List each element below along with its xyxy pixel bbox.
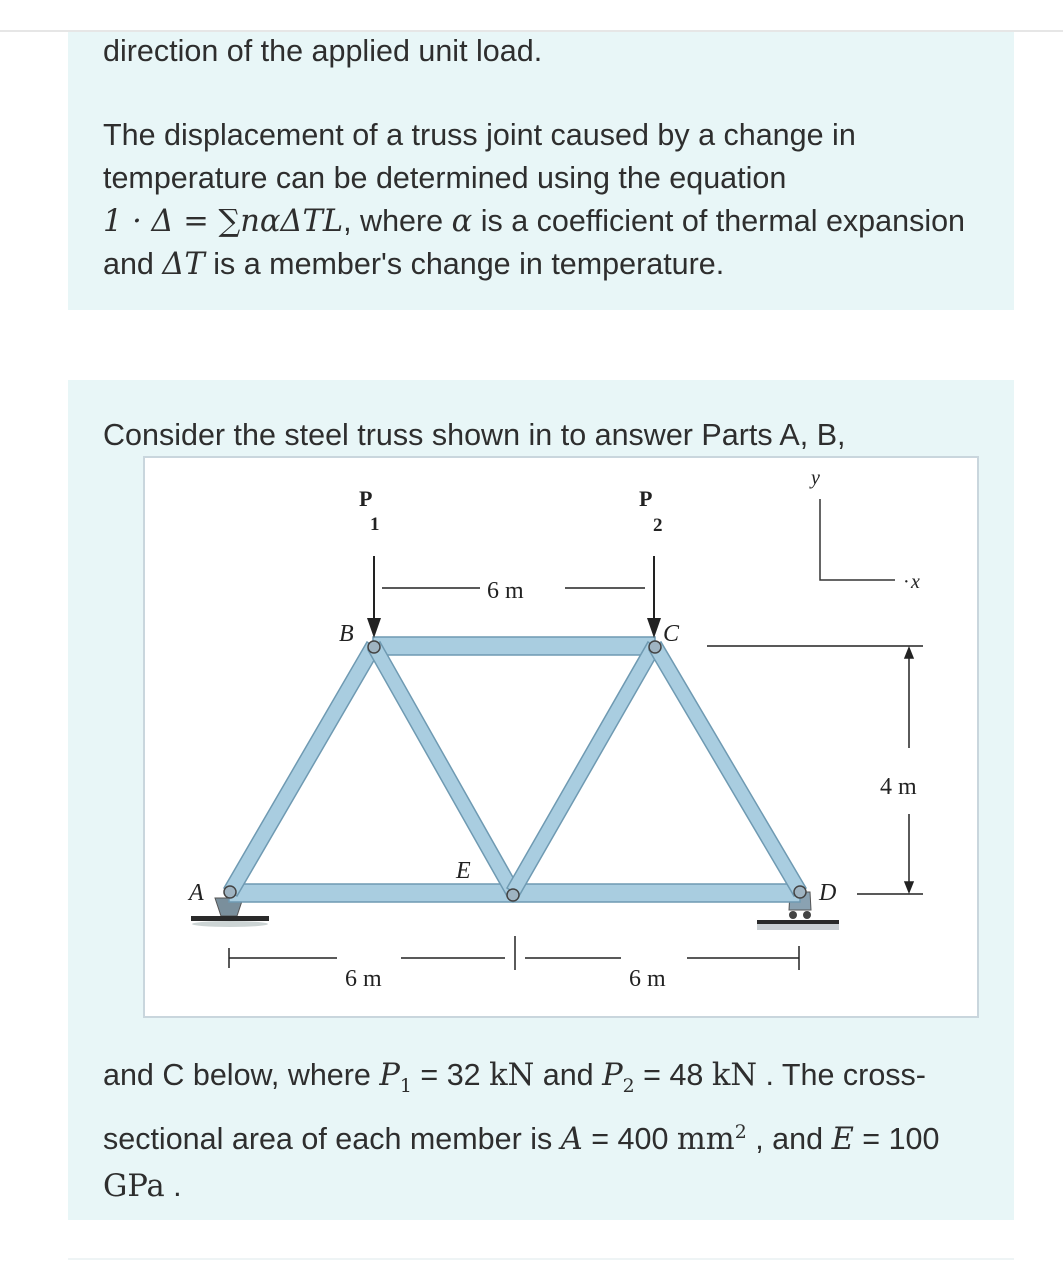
axis-y-label: y xyxy=(811,467,820,489)
p2-value: = 48 xyxy=(634,1058,712,1092)
p2-symbol: P xyxy=(602,1058,623,1093)
thermal-equation: 1 · Δ = ∑nαΔTL xyxy=(103,204,344,239)
alpha-symbol: α xyxy=(451,204,473,239)
area-exponent: 2 xyxy=(734,1121,747,1144)
e-symbol: E xyxy=(831,1122,854,1158)
joint-label-e: E xyxy=(456,858,471,884)
member-ed xyxy=(513,884,800,902)
member-ab xyxy=(224,642,380,896)
delta-t-symbol: ΔT xyxy=(162,247,205,282)
svg-text:·: · xyxy=(903,571,910,593)
dim-height xyxy=(707,646,923,894)
joint-label-d: D xyxy=(819,880,837,906)
tail-text-2: and xyxy=(534,1058,603,1092)
p1-value: = 32 xyxy=(411,1058,490,1092)
member-be xyxy=(368,642,519,896)
tail-text-4: , and xyxy=(746,1122,832,1157)
problem-lead: Consider the steel truss shown in to answer Parts A, B, xyxy=(103,418,846,452)
p2-subscript: 2 xyxy=(622,1075,635,1098)
joint-pins xyxy=(224,641,806,901)
dim-bottom-right-label: 6 m xyxy=(629,966,666,992)
p2-unit: kN xyxy=(711,1058,758,1093)
problem-card xyxy=(68,380,1014,1220)
load-label-p2-sub: 2 xyxy=(653,515,663,536)
member-ae xyxy=(229,884,513,902)
member-ce xyxy=(507,642,660,896)
tail-text-1: and C below, where xyxy=(103,1058,380,1092)
load-label-p1-sub: 1 xyxy=(370,514,380,535)
dim-height-label: 4 m xyxy=(880,774,917,800)
p1-unit: kN xyxy=(489,1058,535,1093)
intro-text-3: is a coefficient of thermal expansion and xyxy=(103,204,966,281)
p1-symbol: P xyxy=(379,1058,400,1093)
dim-bottom xyxy=(229,936,799,970)
member-cd xyxy=(649,642,806,896)
load-label-p2: P xyxy=(639,486,653,511)
intro-text-1: The displacement of a truss joint caused by a change in temperature can be determined using the equation xyxy=(103,118,856,195)
axis-x-label: x xyxy=(911,571,920,593)
joint-label-b: B xyxy=(339,621,354,647)
joint-label-c: C xyxy=(663,621,680,647)
e-value: = 100 xyxy=(853,1122,940,1157)
truss-members xyxy=(224,637,806,902)
bottom-divider xyxy=(68,1258,1014,1260)
problem-tail xyxy=(103,1052,993,1210)
truss-diagram xyxy=(145,458,977,1016)
e-unit: GPa xyxy=(103,1169,165,1205)
intro-text-4: is a member's change in temperature. xyxy=(204,247,725,281)
tail-text-3: . The cross-sectional area of each member is xyxy=(103,1058,926,1157)
dim-bottom-left-label: 6 m xyxy=(345,966,382,992)
member-bc xyxy=(373,637,655,655)
load-label-p1: P xyxy=(359,486,373,511)
intro-fragment: direction of the applied unit load. xyxy=(103,34,543,68)
intro-paragraph xyxy=(103,114,993,286)
area-unit: mm xyxy=(676,1122,735,1158)
area-value: = 400 xyxy=(582,1122,677,1157)
truss-figure xyxy=(143,456,979,1018)
info-card xyxy=(68,32,1014,310)
intro-text-2: , where xyxy=(343,204,452,238)
area-symbol: A xyxy=(560,1122,583,1158)
p1-subscript: 1 xyxy=(399,1075,412,1098)
axes-icon xyxy=(820,499,895,580)
dim-top-label: 6 m xyxy=(487,578,524,604)
tail-text-5: . xyxy=(164,1169,182,1204)
joint-label-a: A xyxy=(189,880,204,906)
